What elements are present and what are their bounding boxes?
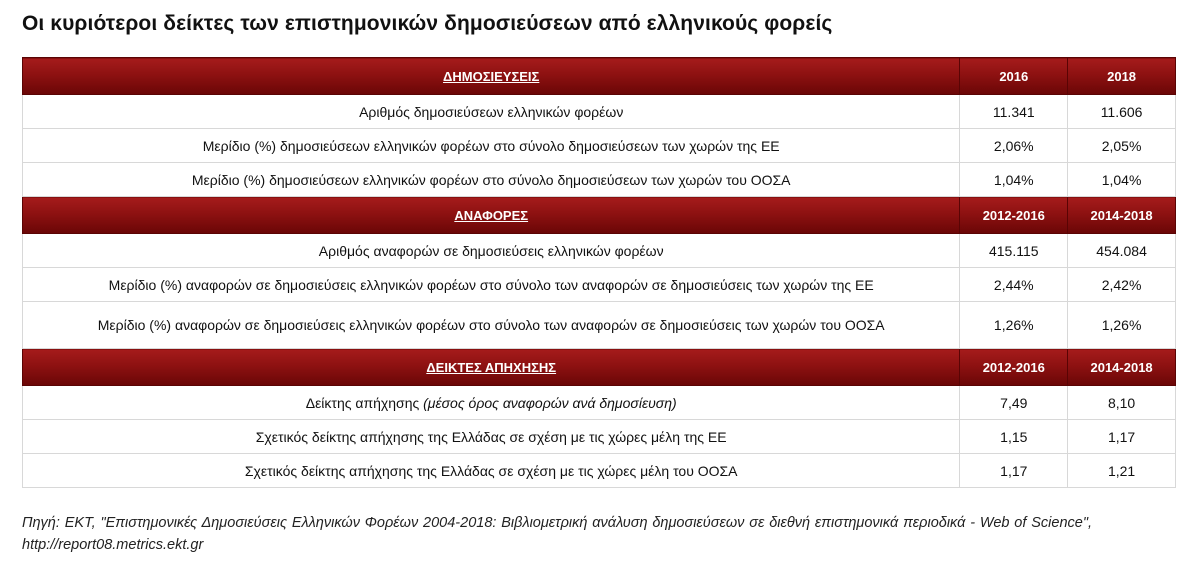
section-header-label: ΔΗΜΟΣΙΕΥΣΕΙΣ [23, 58, 960, 95]
row-value: 2,06% [960, 129, 1068, 163]
column-header: 2018 [1068, 58, 1176, 95]
row-label: Μερίδιο (%) αναφορών σε δημοσιεύσεις ελληνικών φορέων στο σύνολο των αναφορών σε δημοσιεύσεις των χωρών της ΕΕ [23, 268, 960, 302]
row-value: 11.606 [1068, 95, 1176, 129]
row-value: 8,10 [1068, 386, 1176, 420]
row-note: (μέσος όρος αναφορών ανά δημοσίευση) [423, 394, 677, 411]
section-header-citations [23, 197, 1176, 234]
row-value: 1,17 [960, 454, 1068, 488]
row-value: 7,49 [960, 386, 1068, 420]
row-value: 2,44% [960, 268, 1068, 302]
table-row [23, 129, 1176, 163]
row-value: 1,04% [1068, 163, 1176, 197]
table-row [23, 95, 1176, 129]
row-value: 415.115 [960, 234, 1068, 268]
section-header-impact [23, 349, 1176, 386]
column-header: 2014-2018 [1068, 197, 1176, 234]
column-header: 2016 [960, 58, 1068, 95]
section-header-publications [23, 58, 1176, 95]
table-row [23, 234, 1176, 268]
column-header: 2014-2018 [1068, 349, 1176, 386]
table-row [23, 454, 1176, 488]
row-value: 1,15 [960, 420, 1068, 454]
row-value: 2,42% [1068, 268, 1176, 302]
row-value: 1,26% [1068, 302, 1176, 349]
row-value: 2,05% [1068, 129, 1176, 163]
row-value: 1,04% [960, 163, 1068, 197]
column-header: 2012-2016 [960, 349, 1068, 386]
indicators-table [22, 57, 1176, 488]
row-value: 1,17 [1068, 420, 1176, 454]
page-title: Οι κυριότεροι δείκτες των επιστημονικών δημοσιεύσεων από ελληνικούς φορείς [22, 12, 833, 35]
row-label: Σχετικός δείκτης απήχησης της Ελλάδας σε σχέση με τις χώρες μέλη του ΟΟΣΑ [23, 454, 960, 488]
row-label: Μερίδιο (%) αναφορών σε δημοσιεύσεις ελληνικών φορέων στο σύνολο των αναφορών σε δημοσιεύσεις των χωρών του ΟΟΣΑ [23, 302, 960, 349]
row-label: Μερίδιο (%) δημοσιεύσεων ελληνικών φορέων στο σύνολο δημοσιεύσεων των χωρών της ΕΕ [23, 129, 960, 163]
section-header-label: ΑΝΑΦΟΡΕΣ [23, 197, 960, 234]
row-value: 1,21 [1068, 454, 1176, 488]
table-row [23, 163, 1176, 197]
row-value: 11.341 [960, 95, 1068, 129]
table-row [23, 302, 1176, 349]
column-header: 2012-2016 [960, 197, 1068, 234]
section-header-label: ΔΕΙΚΤΕΣ ΑΠΗΧΗΣΗΣ [23, 349, 960, 386]
row-label: Σχετικός δείκτης απήχησης της Ελλάδας σε σχέση με τις χώρες μέλη της ΕΕ [23, 420, 960, 454]
table-row [23, 386, 1176, 420]
row-value: 1,26% [960, 302, 1068, 349]
source-note: Πηγή: ΕΚΤ, "Επιστημονικές Δημοσιεύσεις Ελληνικών Φορέων 2004-2018: Βιβλιομετρική ανάλυση δημοσιεύσεων σε διεθνή επιστημονικά περιοδικά - Web of Science", http://report08.metrics.ekt.gr [22, 515, 1092, 553]
row-value: 454.084 [1068, 234, 1176, 268]
table-row [23, 268, 1176, 302]
row-label: Αριθμός αναφορών σε δημοσιεύσεις ελληνικών φορέων [23, 234, 960, 268]
table-row [23, 420, 1176, 454]
row-label: Αριθμός δημοσιεύσεων ελληνικών φορέων [23, 95, 960, 129]
row-label: Δείκτης απήχησης (μέσος όρος αναφορών ανά δημοσίευση) [23, 386, 960, 420]
row-label: Μερίδιο (%) δημοσιεύσεων ελληνικών φορέων στο σύνολο δημοσιεύσεων των χωρών του ΟΟΣΑ [23, 163, 960, 197]
